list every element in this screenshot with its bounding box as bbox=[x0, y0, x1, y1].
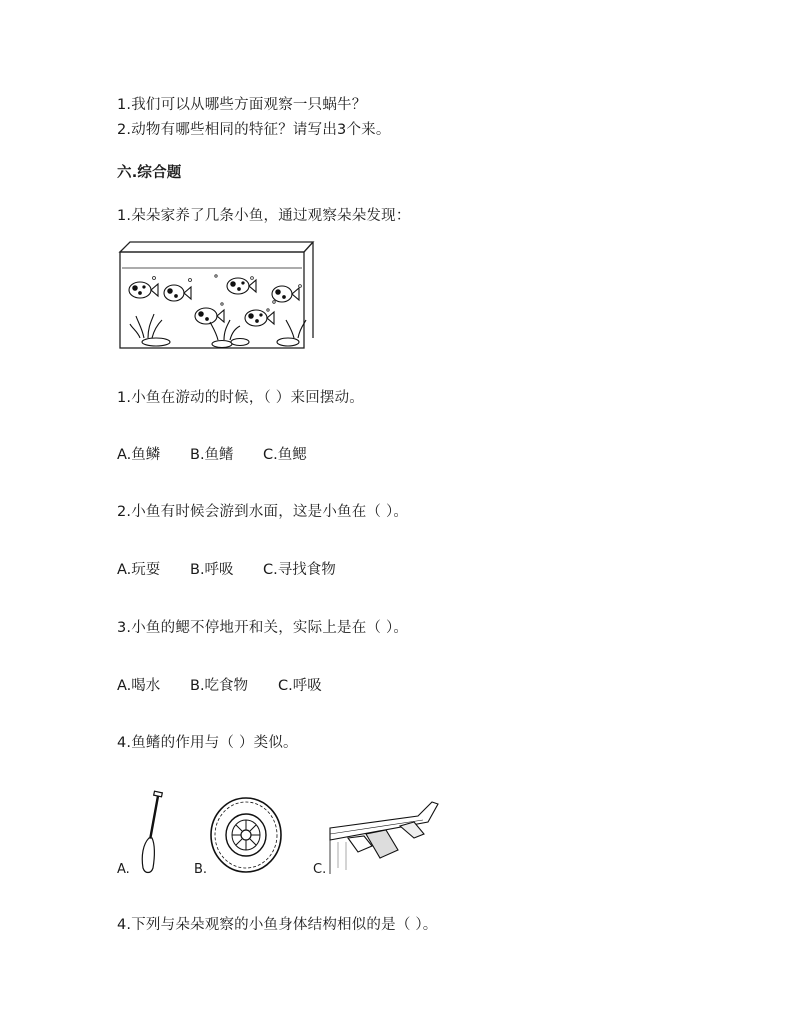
question-2-option-a[interactable]: A.玩耍 bbox=[117, 562, 161, 578]
tire-icon bbox=[208, 795, 284, 875]
question-4-stem: 4.鱼鳍的作用与（ ）类似。 bbox=[117, 735, 298, 751]
question-3-option-a[interactable]: A.喝水 bbox=[117, 678, 161, 694]
paddle-icon bbox=[130, 790, 170, 876]
last-question-stem: 4.下列与朵朵观察的小鱼身体结构相似的是（ ）。 bbox=[117, 917, 438, 933]
main-question: 1.朵朵家养了几条小鱼，通过观察朵朵发现： bbox=[117, 208, 411, 224]
question-2-option-c[interactable]: C.寻找食物 bbox=[263, 562, 336, 578]
question-2-stem: 2.小鱼有时候会游到水面，这是小鱼在（ ）。 bbox=[117, 504, 409, 520]
q4-option-a-label[interactable]: A. bbox=[117, 862, 130, 877]
airplane-wing-icon bbox=[328, 798, 440, 876]
question-1-option-b[interactable]: B.鱼鳍 bbox=[190, 447, 234, 463]
question-3-option-c[interactable]: C.呼吸 bbox=[278, 678, 322, 694]
question-1-option-c[interactable]: C.鱼鳃 bbox=[263, 447, 307, 463]
q4-option-c-label[interactable]: C. bbox=[313, 862, 327, 877]
section-heading: 六.综合题 bbox=[117, 165, 182, 181]
q4-option-b-label[interactable]: B. bbox=[194, 862, 208, 877]
intro-question-1: 1.我们可以从哪些方面观察一只蜗牛？ bbox=[117, 97, 367, 113]
question-3-option-b[interactable]: B.吃食物 bbox=[190, 678, 249, 694]
question-1-option-a[interactable]: A.鱼鳞 bbox=[117, 447, 161, 463]
question-2-option-b[interactable]: B.呼吸 bbox=[190, 562, 234, 578]
question-3-stem: 3.小鱼的鳃不停地开和关，实际上是在（ ）。 bbox=[117, 620, 409, 636]
question-1-stem: 1.小鱼在游动的时候，（ ）来回摆动。 bbox=[117, 390, 364, 406]
intro-question-2: 2.动物有哪些相同的特征？请写出3个来。 bbox=[117, 122, 391, 138]
fish-tank-illustration bbox=[118, 238, 330, 352]
